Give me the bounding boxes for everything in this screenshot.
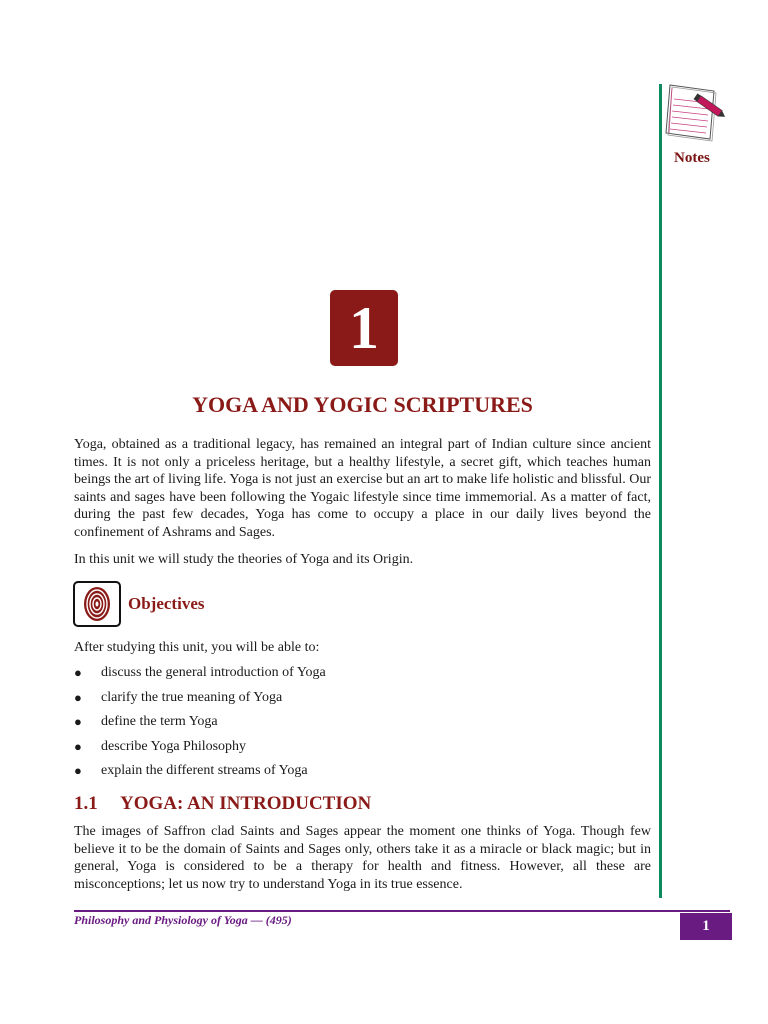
notes-label: Notes <box>674 150 710 166</box>
bullet-icon: ● <box>74 763 82 779</box>
section-number: 1.1 <box>74 793 98 814</box>
objectives-heading: Objectives <box>128 594 205 613</box>
notepad-pen-icon <box>664 83 730 143</box>
bullet-icon: ● <box>74 738 82 754</box>
unit-intro-line: In this unit we will study the theories of Yoga and its Origin. <box>74 552 414 567</box>
footer-rule <box>74 910 730 912</box>
objectives-lead: After studying this unit, you will be able to: <box>74 640 320 655</box>
bullet-icon: ● <box>74 665 82 680</box>
section-heading <box>74 793 371 815</box>
footer-course-title: Philosophy and Physiology of Yoga — (495) <box>74 913 292 927</box>
page-number: 1 <box>680 913 732 940</box>
list-item <box>74 663 326 688</box>
list-item-text: describe Yoga Philosophy <box>101 738 247 754</box>
list-item-text: explain the different streams of Yoga <box>101 763 308 779</box>
chapter-number-badge: 1 <box>330 290 398 366</box>
list-item-text: clarify the true meaning of Yoga <box>101 689 283 705</box>
list-item-text: define the term Yoga <box>101 714 218 730</box>
intro-paragraph: Yoga, obtained as a traditional legacy, has remained an integral part of Indian culture since ancient times. It is not only a priceless heritage, but a healthy lifestyle, a secret gift, which teaches human beings the art of living life. Yoga is not just an exercise but an art to make life holistic and blissful. Our saints and sages have been following the Yogaic lifestyle since time immemorial. As a matter of fact, during the past few decades, Yoga has come to occupy a place in our daily lives beyond the confinement of Ashrams and Sages. <box>74 437 652 540</box>
list-item <box>74 761 326 786</box>
section-paragraph: The images of Saffron clad Saints and Sages appear the moment one thinks of Yoga. Though few believe it to be the domain of Saints and Sages only, others take it as a miracle or black magic; but in general, Yoga is considered to be a therapy for health and fitness. However, all these are misconceptions; let us now try to understand Yoga in its true essence. <box>74 824 651 892</box>
objectives-list <box>74 663 326 786</box>
list-item <box>74 688 326 713</box>
section-title: YOGA: AN INTRODUCTION <box>120 793 372 814</box>
list-item-text: discuss the general introduction of Yoga <box>101 665 326 680</box>
notes-margin-rule <box>659 84 662 898</box>
chapter-title: YOGA AND YOGIC SCRIPTURES <box>192 392 533 417</box>
bullet-icon: ● <box>74 714 82 730</box>
target-icon <box>73 581 121 627</box>
list-item <box>74 712 326 737</box>
list-item <box>74 737 326 762</box>
bullet-icon: ● <box>74 689 82 705</box>
